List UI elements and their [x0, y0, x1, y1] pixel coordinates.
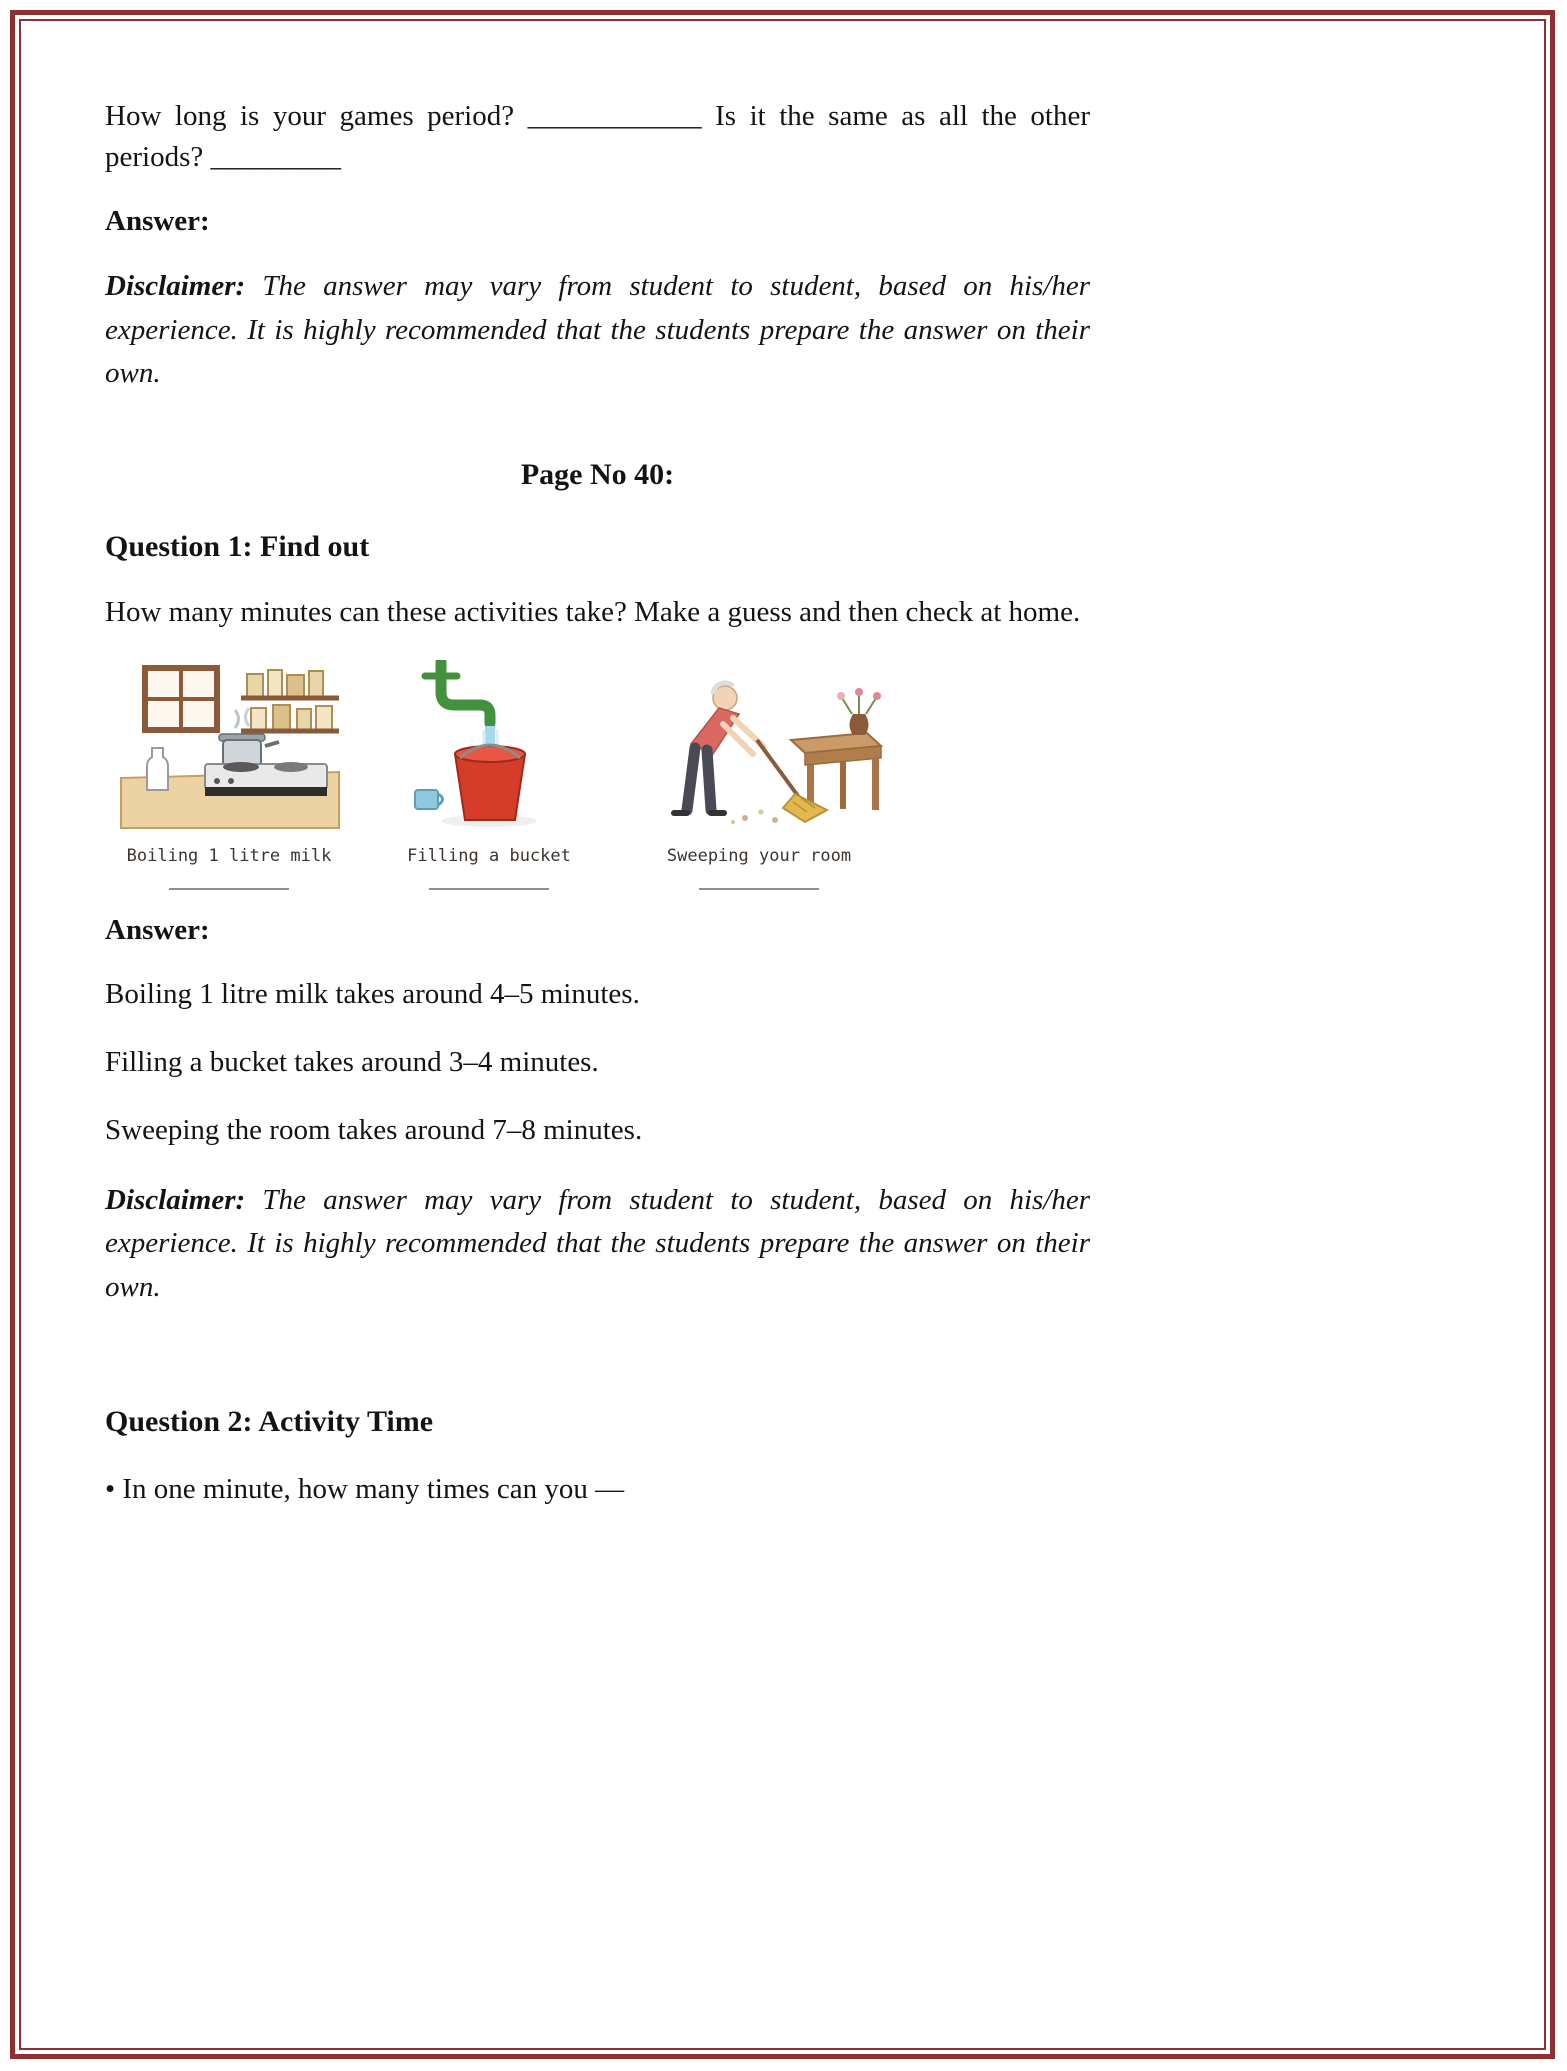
figure-filling-bucket — [403, 660, 575, 890]
answer-blank-line — [429, 888, 549, 890]
answer-label: Answer: — [105, 914, 210, 947]
question-1-heading: Question 1: Find out — [105, 529, 370, 563]
answer-sweeping-room: Sweeping the room takes around 7–8 minutes. — [105, 1114, 643, 1147]
answer-label: Answer: — [105, 205, 210, 238]
answer-boiling-milk: Boiling 1 litre milk takes around 4–5 minutes. — [105, 978, 640, 1011]
figure-boiling-milk — [113, 660, 345, 890]
answer-blank-line — [699, 888, 819, 890]
disclaimer-label: Disclaimer: — [105, 270, 246, 303]
boiling-milk-illustration — [113, 660, 345, 836]
activity-figures-row — [113, 660, 1090, 890]
page-content — [105, 96, 1090, 1537]
figure-sweeping-room — [633, 660, 885, 890]
question-2-text: • In one minute, how many times can you — — [105, 1473, 625, 1506]
games-period-question: How long is your games period? ____________ Is it the same as all the other periods? _________ — [105, 100, 1090, 174]
page-number-heading: Page No 40: — [520, 457, 675, 491]
figure-caption-filling-bucket: Filling a bucket — [407, 846, 571, 867]
answer-blank-line — [169, 888, 289, 890]
figure-caption-boiling-milk: Boiling 1 litre milk — [126, 846, 332, 867]
disclaimer-label: Disclaimer: — [105, 1183, 246, 1216]
disclaimer-paragraph — [105, 1179, 1090, 1310]
disclaimer-body: The answer may vary from student to student, based on his/her experience. It is highly recommended that the students prepare the answer on their own. — [105, 270, 1090, 390]
question-2-heading: Question 2: Activity Time — [105, 1405, 434, 1439]
sweeping-room-illustration — [633, 660, 885, 836]
disclaimer-paragraph — [105, 265, 1090, 396]
disclaimer-body: The answer may vary from student to student, based on his/her experience. It is highly recommended that the students prepare the answer on their own. — [105, 1183, 1090, 1303]
filling-bucket-illustration — [403, 660, 575, 836]
question-1-text: How many minutes can these activities take? Make a guess and then check at home. — [105, 595, 1081, 628]
answer-filling-bucket: Filling a bucket takes around 3–4 minutes. — [105, 1046, 599, 1079]
figure-caption-sweeping-room: Sweeping your room — [666, 846, 852, 867]
